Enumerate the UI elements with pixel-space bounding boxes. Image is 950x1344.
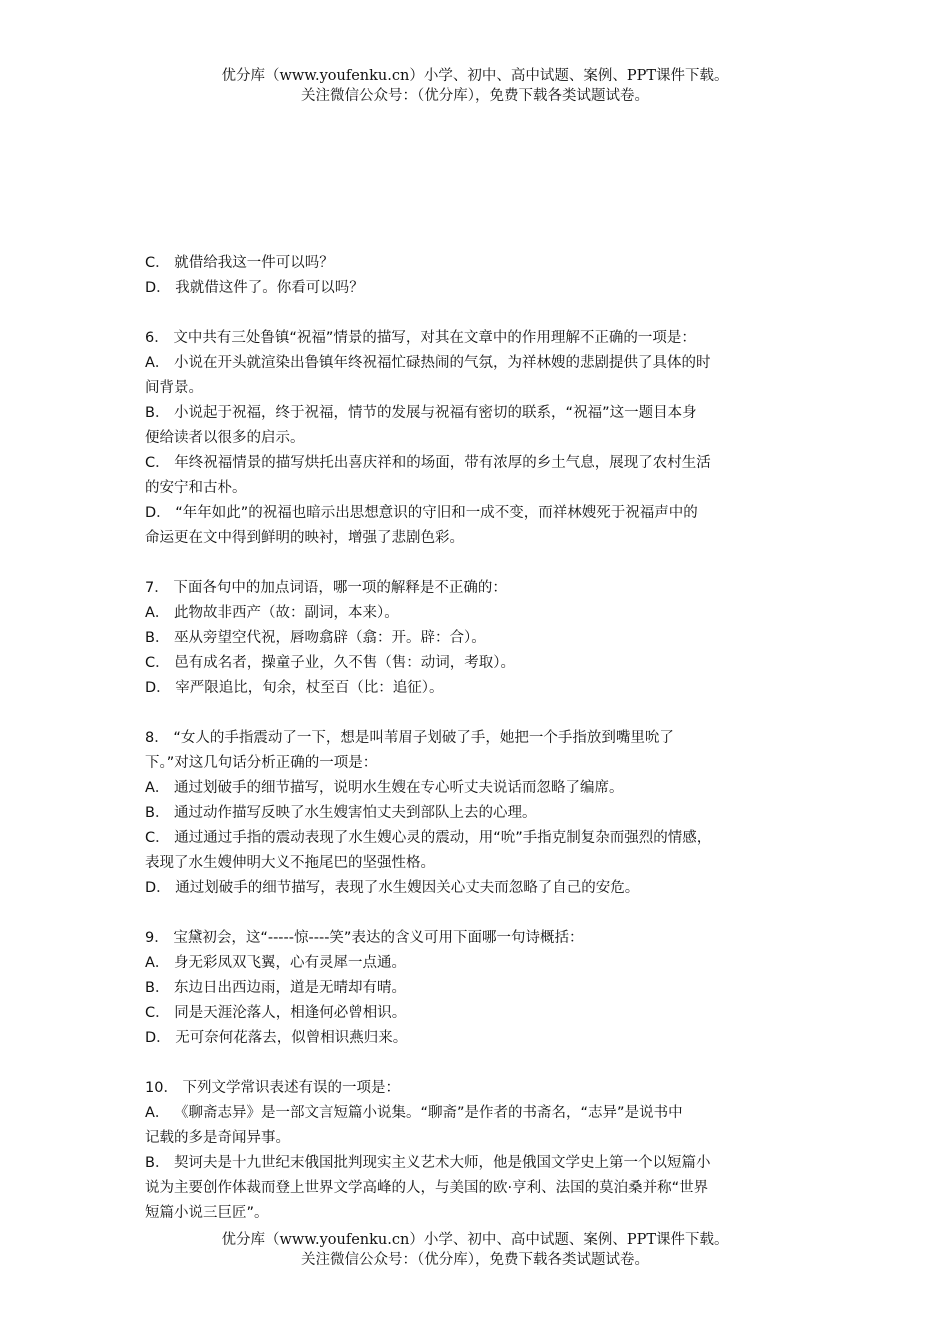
question-7-option-c: C． 邑有成名者，操童子业，久不售（售：动词，考取）。 xyxy=(145,655,515,671)
question-7-option-b: B． 巫从旁望空代祝，唇吻翕辟（翕：开。辟：合）。 xyxy=(145,630,486,646)
question-8-option-c: C． 通过通过手指的震动表现了水生嫂心灵的震动，用“吮”手指克制复杂而强烈的情感， xyxy=(145,830,712,846)
block-options-cd xyxy=(145,251,817,301)
question-8 xyxy=(145,726,817,901)
header-line-1: 优分库（www.youfenku.cn）小学、初中、高中试题、案例、PPT课件下载。 xyxy=(221,68,729,84)
question-10-option-a: A． 《聊斋志异》是一部文言短篇小说集。“聊斋”是作者的书斋名，“志异”是说书中 xyxy=(145,1105,683,1121)
question-8-option-b: B． 通过动作描写反映了水生嫂害怕丈夫到部队上去的心理。 xyxy=(145,805,537,821)
question-6-option-d-cont: 命运更在文中得到鲜明的映衬，增强了悲剧色彩。 xyxy=(145,530,464,546)
question-9-stem: 9． 宝黛初会，这“-----惊----笑”表达的含义可用下面哪一句诗概括： xyxy=(145,930,584,946)
question-6-stem: 6． 文中共有三处鲁镇“祝福”情景的描写，对其在文章中的作用理解不正确的一项是： xyxy=(145,330,696,346)
question-6-option-b-cont: 便给读者以很多的启示。 xyxy=(145,430,305,446)
option-c: C． 就借给我这一件可以吗？ xyxy=(145,255,334,271)
footer-line-1: 优分库（www.youfenku.cn）小学、初中、高中试题、案例、PPT课件下载。 xyxy=(221,1232,729,1248)
page-header xyxy=(0,66,950,106)
question-10 xyxy=(145,1076,817,1226)
footer-line-2: 关注微信公众号：（优分库），免费下载各类试题试卷。 xyxy=(301,1252,649,1268)
question-10-stem: 10． 下列文学常识表述有误的一项是： xyxy=(145,1080,401,1096)
question-6-option-a-cont: 间背景。 xyxy=(145,380,203,396)
question-7-option-a: A． 此物故非西产（故：副词，本来）。 xyxy=(145,605,399,621)
question-6-option-c-cont: 的安宁和古朴。 xyxy=(145,480,247,496)
question-9-option-c: C． 同是天涯沦落人，相逢何必曾相识。 xyxy=(145,1005,407,1021)
question-content xyxy=(145,251,817,1226)
question-6-option-c: C． 年终祝福情景的描写烘托出喜庆祥和的场面，带有浓厚的乡土气息，展现了农村生活 xyxy=(145,455,711,471)
question-9-option-a: A． 身无彩凤双飞翼，心有灵犀一点通。 xyxy=(145,955,407,971)
header-line-2: 关注微信公众号：（优分库），免费下载各类试题试卷。 xyxy=(301,88,649,104)
question-10-option-b-cont-2: 短篇小说三巨匠”。 xyxy=(145,1205,269,1221)
question-8-option-a: A． 通过划破手的细节描写，说明水生嫂在专心听丈夫说话而忽略了编席。 xyxy=(145,780,624,796)
question-6-option-a: A． 小说在开头就渲染出鲁镇年终祝福忙碌热闹的气氛，为祥林嫂的悲剧提供了具体的时 xyxy=(145,355,711,371)
question-10-option-b: B． 契诃夫是十九世纪末俄国批判现实主义艺术大师，他是俄国文学史上第一个以短篇小 xyxy=(145,1155,711,1171)
question-10-option-b-cont: 说为主要创作体裁而登上世界文学高峰的人，与美国的欧·亨利、法国的莫泊桑并称“世界 xyxy=(145,1180,709,1196)
question-8-option-d: D． 通过划破手的细节描写，表现了水生嫂因关心丈夫而忽略了自己的安危。 xyxy=(145,880,640,896)
page-footer xyxy=(0,1230,950,1270)
question-7-stem: 7． 下面各句中的加点词语，哪一项的解释是不正确的： xyxy=(145,580,507,596)
question-6-option-b: B． 小说起于祝福，终于祝福，情节的发展与祝福有密切的联系，“祝福”这一题目本身 xyxy=(145,405,697,421)
question-9-option-b: B． 东边日出西边雨，道是无晴却有晴。 xyxy=(145,980,407,996)
question-9 xyxy=(145,926,817,1051)
question-7-option-d: D． 宰严限追比，旬余，杖至百（比：追征）。 xyxy=(145,680,444,696)
option-d: D． 我就借这件了。你看可以吗？ xyxy=(145,280,364,296)
question-7 xyxy=(145,576,817,701)
question-10-option-a-cont: 记载的多是奇闻异事。 xyxy=(145,1130,290,1146)
question-8-stem-cont: 下。”对这几句话分析正确的一项是： xyxy=(145,755,378,771)
question-6 xyxy=(145,326,817,551)
question-8-stem: 8． “女人的手指震动了一下，想是叫苇眉子划破了手，她把一个手指放到嘴里吮了 xyxy=(145,730,674,746)
question-9-option-d: D． 无可奈何花落去，似曾相识燕归来。 xyxy=(145,1030,408,1046)
question-6-option-d: D． “年年如此”的祝福也暗示出思想意识的守旧和一成不变，而祥林嫂死于祝福声中的 xyxy=(145,505,698,521)
question-8-option-c-cont: 表现了水生嫂伸明大义不拖尾巴的坚强性格。 xyxy=(145,855,435,871)
